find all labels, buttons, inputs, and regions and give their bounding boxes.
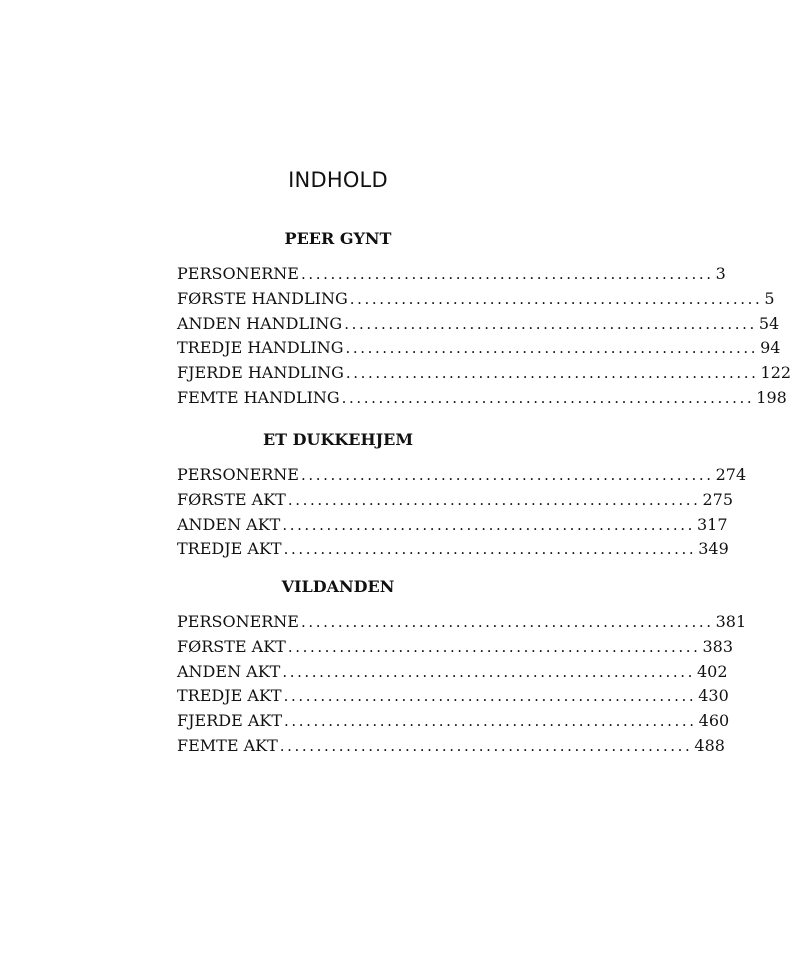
- dot-leader: ........................................................: [287, 637, 701, 656]
- toc-section-vildanden: [0, 576, 747, 759]
- toc-entry[interactable]: [177, 463, 747, 488]
- toc-entry-label: FØRSTE AKT: [177, 489, 286, 509]
- toc-entry-label: FEMTE HANDLING: [177, 387, 340, 407]
- toc-entry-page: 317: [696, 514, 728, 534]
- toc-entry[interactable]: [177, 537, 729, 562]
- toc-entry-label: ANDEN AKT: [177, 661, 281, 681]
- toc-entry-page: 460: [698, 711, 730, 731]
- toc-entry[interactable]: [177, 513, 728, 538]
- toc-list: [177, 463, 747, 562]
- toc-entry-page: 5: [764, 288, 775, 308]
- toc-entry[interactable]: [177, 262, 726, 287]
- toc-entry-label: ANDEN HANDLING: [177, 313, 343, 333]
- toc-entry[interactable]: [177, 734, 725, 759]
- dot-leader: ........................................................: [282, 515, 695, 534]
- dot-leader: ........................................................: [300, 613, 714, 631]
- dot-leader: ........................................................: [300, 265, 714, 283]
- toc-entry[interactable]: [177, 336, 781, 361]
- dot-leader: ........................................................: [283, 687, 697, 706]
- toc-entry-label: PERSONERNE: [177, 264, 299, 283]
- toc-entry-label: PERSONERNE: [177, 465, 299, 484]
- toc-entry-label: TREDJE HANDLING: [177, 338, 344, 358]
- dot-leader: ........................................................: [284, 712, 697, 731]
- dot-leader: ........................................................: [341, 388, 755, 407]
- toc-entry-page: 383: [702, 636, 734, 656]
- toc-entry-label: FJERDE AKT: [177, 711, 283, 731]
- dot-leader: ........................................................: [282, 662, 695, 681]
- toc-entry-page: 275: [702, 489, 734, 509]
- toc-entry[interactable]: [177, 635, 734, 660]
- toc-entry-page: 402: [696, 661, 728, 681]
- toc-list: [177, 262, 791, 411]
- section-heading: PEER GYNT: [284, 229, 392, 248]
- toc-entry[interactable]: [177, 361, 791, 386]
- toc-entry[interactable]: [177, 488, 734, 513]
- dot-leader: ........................................................: [283, 540, 697, 559]
- toc-entry-label: FØRSTE HANDLING: [177, 288, 348, 308]
- toc-entry-label: FEMTE AKT: [177, 735, 278, 755]
- page-title: INDHOLD: [288, 168, 388, 192]
- toc-entry[interactable]: [177, 287, 775, 312]
- dot-leader: ........................................................: [345, 364, 759, 383]
- toc-entry-page: 198: [756, 387, 787, 407]
- dot-leader: ........................................................: [279, 736, 693, 755]
- toc-entry-page: 488: [694, 735, 725, 755]
- toc-entry-label: FJERDE HANDLING: [177, 363, 344, 383]
- toc-entry-label: PERSONERNE: [177, 612, 299, 631]
- toc-list: [177, 610, 747, 759]
- toc-entry-page: 122: [760, 363, 791, 383]
- toc-entry[interactable]: [177, 312, 780, 337]
- toc-entry-page: 54: [758, 313, 780, 333]
- toc-entry-page: 349: [698, 539, 729, 559]
- toc-section-et-dukkehjem: [0, 429, 747, 562]
- toc-entry[interactable]: [177, 610, 747, 635]
- section-heading: ET DUKKEHJEM: [262, 430, 414, 449]
- toc-entry-label: ANDEN AKT: [177, 514, 281, 534]
- toc-entry-page: 381: [715, 612, 747, 631]
- toc-section-peer-gynt: [0, 228, 791, 411]
- toc-entry-label: FØRSTE AKT: [177, 636, 286, 656]
- toc-entry[interactable]: [177, 684, 729, 709]
- toc-entry[interactable]: [177, 709, 730, 734]
- toc-entry-label: TREDJE AKT: [177, 539, 282, 559]
- toc-entry[interactable]: [177, 386, 787, 411]
- dot-leader: ........................................................: [287, 490, 701, 509]
- toc-entry-label: TREDJE AKT: [177, 686, 282, 706]
- dot-leader: ........................................................: [300, 466, 714, 484]
- dot-leader: ........................................................: [345, 339, 759, 358]
- section-heading: VILDANDEN: [281, 577, 395, 596]
- toc-entry[interactable]: [177, 660, 728, 685]
- toc-entry-page: 3: [715, 264, 726, 283]
- dot-leader: ........................................................: [344, 314, 757, 333]
- toc-entry-page: 274: [715, 465, 747, 484]
- dot-leader: ........................................................: [349, 289, 763, 308]
- toc-entry-page: 430: [698, 686, 729, 706]
- toc-entry-page: 94: [760, 338, 781, 358]
